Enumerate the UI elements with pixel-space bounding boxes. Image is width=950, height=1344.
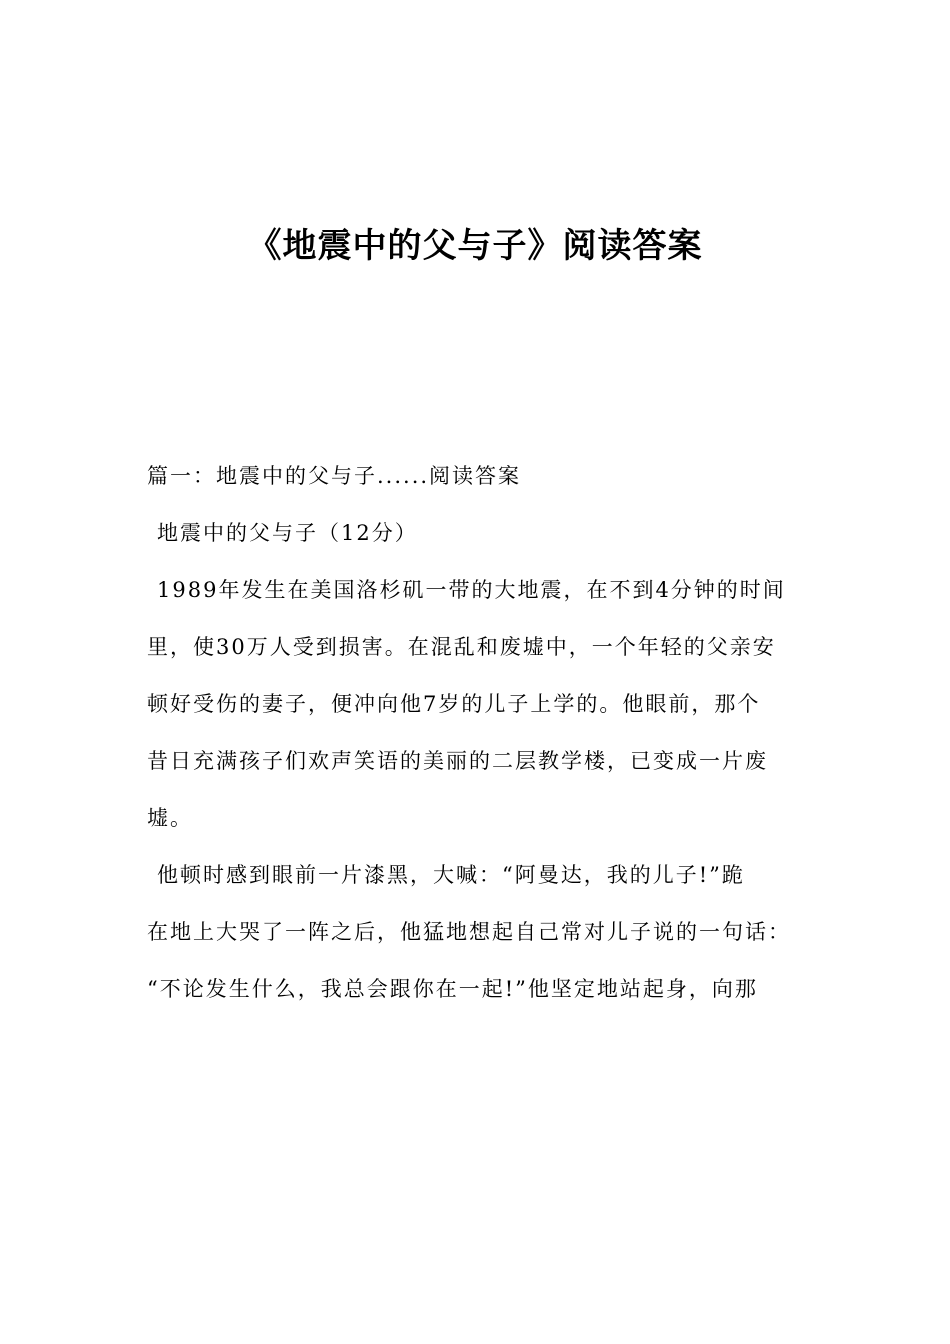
paragraph-1-line: 墟。: [147, 806, 193, 830]
section-heading: 篇一：地震中的父与子......阅读答案: [147, 464, 522, 488]
paragraph-1-line: 里，使30万人受到损害。在混乱和废墟中，一个年轻的父亲安: [147, 635, 776, 659]
paragraph-1-line: 1989年发生在美国洛杉矶一带的大地震，在不到4分钟的时间: [157, 578, 786, 602]
paragraph-2-line: 在地上大哭了一阵之后，他猛地想起自己常对儿子说的一句话：: [147, 920, 791, 944]
paragraph-1-line: 昔日充满孩子们欢声笑语的美丽的二层教学楼，已变成一片废: [147, 749, 768, 773]
document-body: [147, 448, 827, 1018]
document-title: 《地震中的父与子》阅读答案: [247, 226, 703, 266]
paragraph-1-line: 顿好受伤的妻子，便冲向他7岁的儿子上学的。他眼前，那个: [147, 692, 761, 716]
article-subtitle: 地震中的父与子（12分）: [157, 521, 418, 545]
paragraph-2-line: “不论发生什么，我总会跟你在一起!”他坚定地站起身，向那: [147, 977, 758, 1001]
paragraph-2-line: 他顿时感到眼前一片漆黑，大喊：“阿曼达，我的儿子!”跪: [157, 863, 745, 887]
